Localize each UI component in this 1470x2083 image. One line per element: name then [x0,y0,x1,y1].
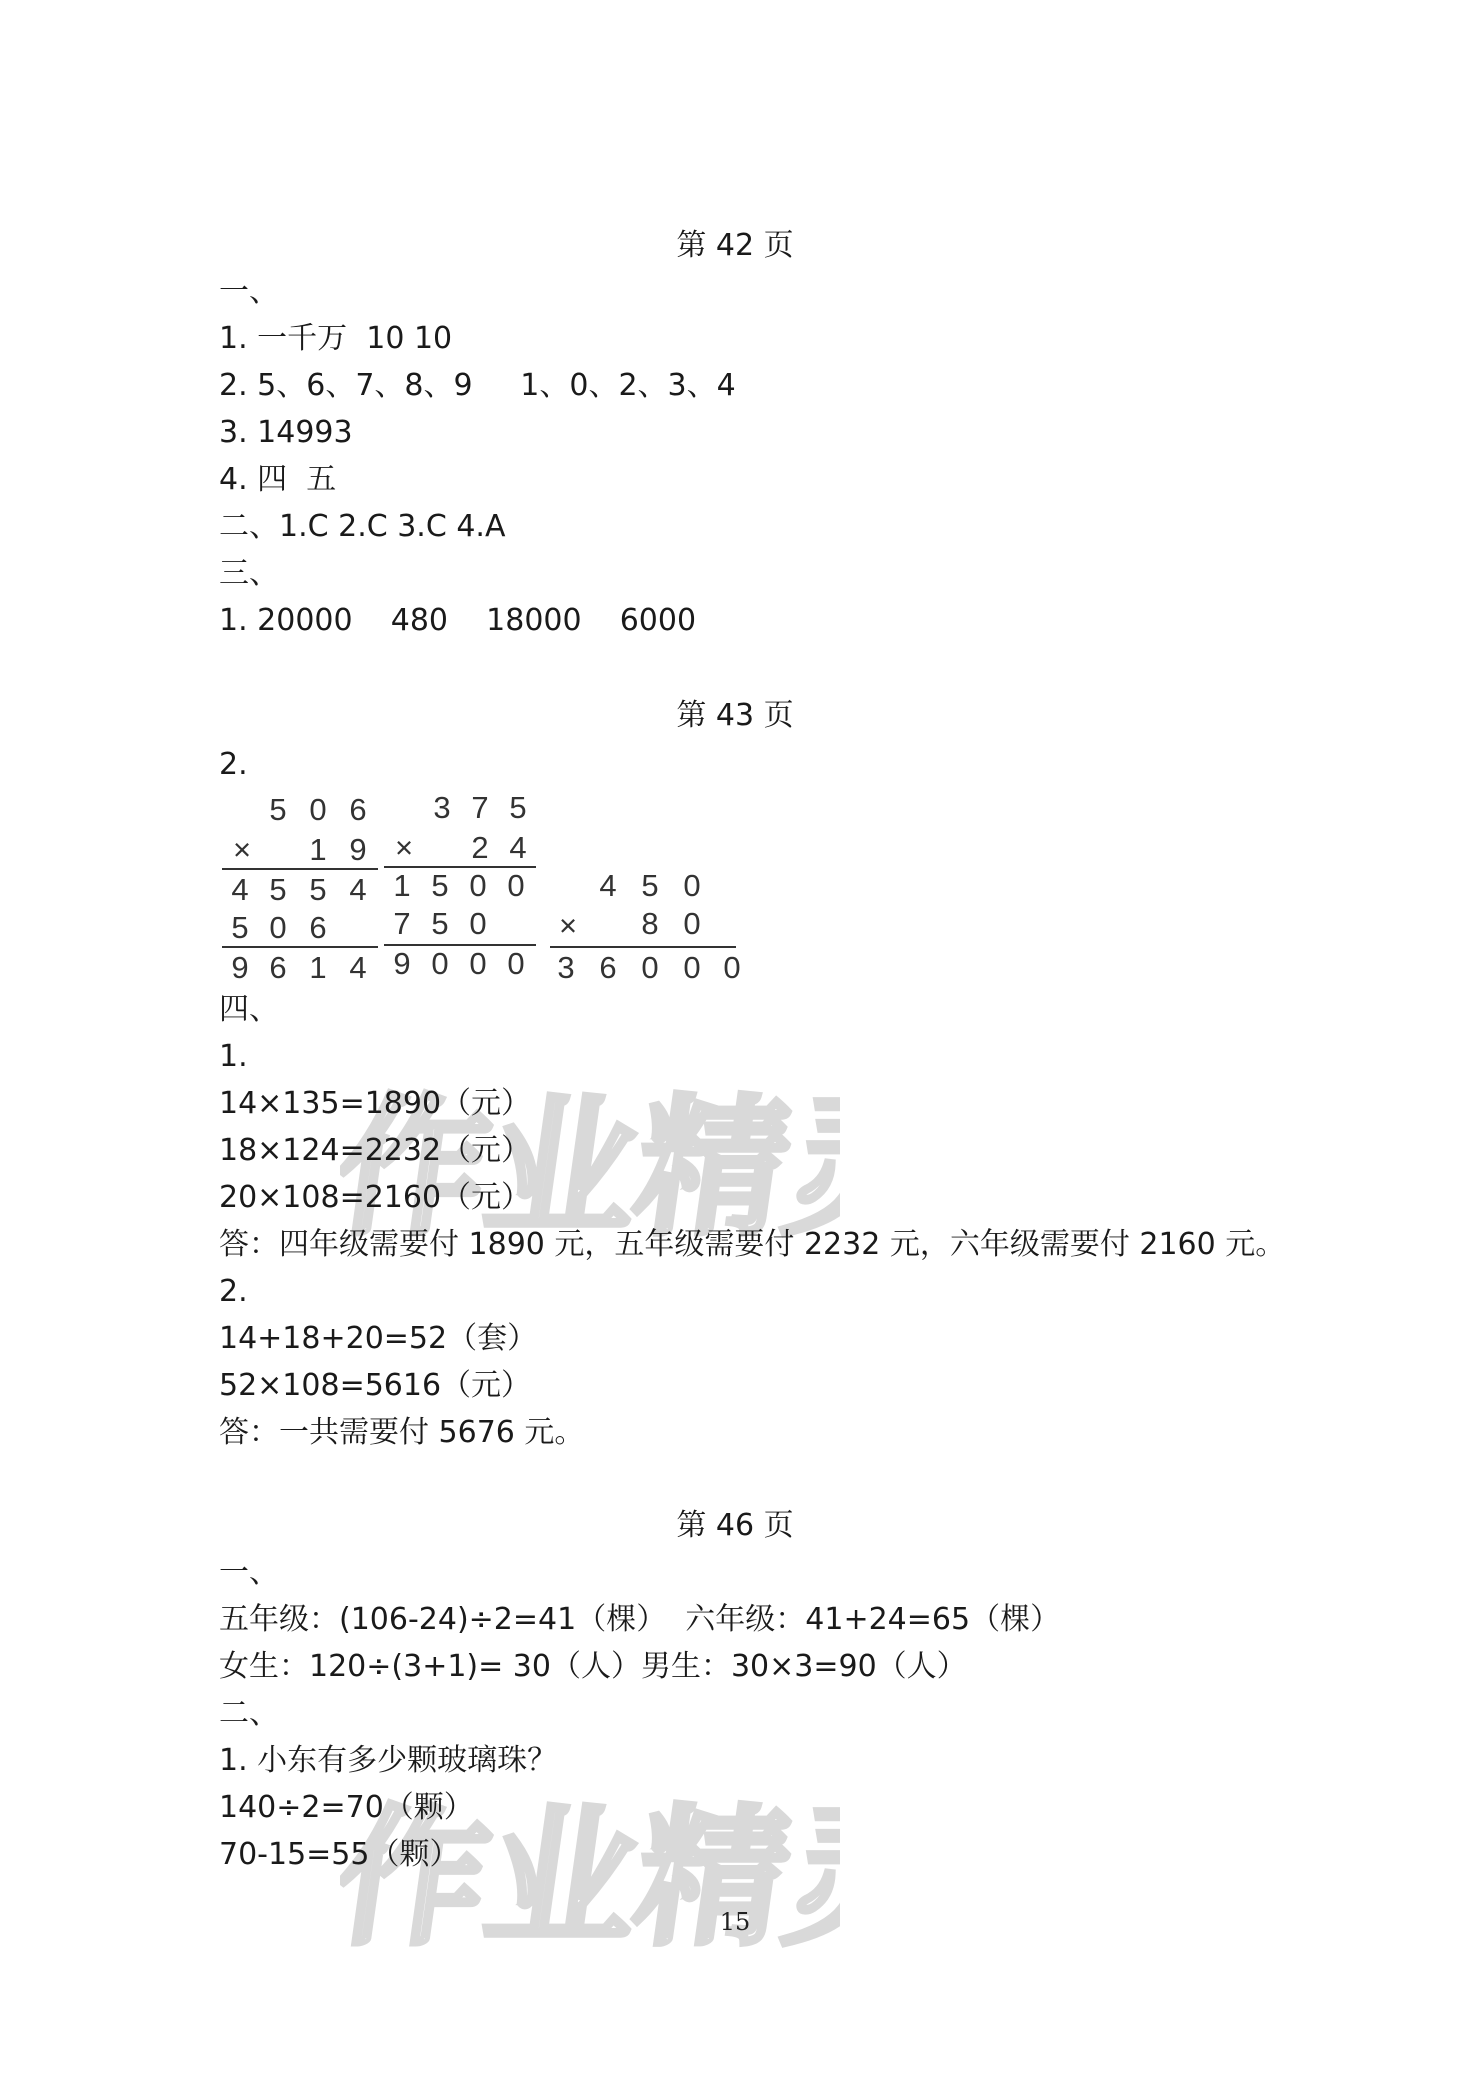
calc-c-digit: 0 [683,868,701,903]
page43-item-label: 2. [219,747,248,782]
page46-line: 140÷2=70（颗） [219,1790,474,1825]
watermark-upper-text: 作业精灵 [340,1080,840,1250]
calc-a-digit: 1 [309,832,327,867]
calc-c-digit: 0 [723,950,741,985]
calc-b-digit: 1 [393,868,411,903]
page43-line: 1. [219,1039,248,1074]
calc-a-digit: 1 [309,950,327,985]
calc-b-digit: 5 [431,906,449,941]
calc-a-digit: 0 [269,910,287,945]
page42-heading: 第 42 页 [676,228,794,263]
calc-b-digit: 0 [469,868,487,903]
calc-b-digit: 2 [471,830,489,865]
calc-b-digit: 5 [431,868,449,903]
calc-a-digit: 9 [349,832,367,867]
page43-line: 18×124=2232（元） [219,1133,532,1168]
page42-line: 4. 四 五 [219,462,337,497]
calc-c-digit: 8 [641,906,659,941]
page42-line: 一、 [219,274,279,309]
calc-c-digit: 3 [557,950,575,985]
calc-a-sign: × [232,832,252,867]
calc-c-digit: 6 [599,950,617,985]
watermark-lower-text: 作业精灵 [340,1790,840,1960]
page43-line: 20×108=2160（元） [219,1180,532,1215]
page42-line: 二、1.C 2.C 3.C 4.A [219,509,506,544]
calc-c-digit: 0 [641,950,659,985]
calc-a-digit: 6 [309,910,327,945]
calc-b-digit: 4 [509,830,527,865]
calc-a-digit: 5 [269,792,287,827]
calc-a-digit: 5 [309,872,327,907]
page42-line: 1. 一千万 10 10 [219,321,453,356]
calc-b-sign: × [394,830,414,865]
calc-a-digit: 6 [269,950,287,985]
calc-b-digit: 0 [507,946,525,981]
calc-b-digit: 5 [509,790,527,825]
calc-a-digit: 5 [269,872,287,907]
calc-b-digit: 0 [507,868,525,903]
calc-a-rule [222,868,378,870]
page42-line: 1. 20000 480 18000 6000 [219,603,697,638]
page46-line: 一、 [219,1555,279,1590]
page43-line: 14×135=1890（元） [219,1086,532,1121]
page43-line: 52×108=5616（元） [219,1368,532,1403]
calc-b-digit: 7 [471,790,489,825]
page46-heading: 第 46 页 [676,1508,794,1543]
calc-a-digit: 6 [349,792,367,827]
calc-c-digit: 0 [683,906,701,941]
calc-b-digit: 9 [393,946,411,981]
page42-line: 三、 [219,556,279,591]
calc-c-digit: 4 [599,868,617,903]
page46-line: 70-15=55（颗） [219,1837,460,1872]
calc-b-digit: 0 [431,946,449,981]
calc-b-digit: 0 [469,906,487,941]
calc-a-rule [222,946,378,948]
page46-line: 女生：120÷(3+1)= 30（人）男生：30×3=90（人） [219,1649,967,1684]
calc-a-digit: 9 [231,950,249,985]
page42-line: 3. 14993 [219,415,353,450]
page43-line: 答：一共需要付 5676 元。 [219,1415,585,1450]
page-number: 15 [719,1908,751,1936]
calc-a-digit: 0 [309,792,327,827]
calc-c-digit: 0 [683,950,701,985]
calc-b-digit: 7 [393,906,411,941]
page46-line: 五年级：(106-24)÷2=41（棵） 六年级：41+24=65（棵） [219,1602,1061,1637]
page43-heading: 第 43 页 [676,698,794,733]
page43-line: 14+18+20=52（套） [219,1321,538,1356]
page43-line: 答：四年级需要付 1890 元，五年级需要付 2232 元，六年级需要付 2160 元。 [219,1227,1286,1262]
calc-c-sign: × [558,908,578,943]
calc-a-digit: 4 [349,950,367,985]
page43-line: 四、 [219,992,279,1027]
calc-a-digit: 4 [349,872,367,907]
calc-c-rule [550,946,736,948]
calc-a-digit: 5 [231,910,249,945]
page43-line: 2. [219,1274,248,1309]
page42-line: 2. 5、6、7、8、9 1、0、2、3、4 [219,368,736,403]
calc-b-digit: 0 [469,946,487,981]
page46-line: 二、 [219,1696,279,1731]
page46-line: 1. 小东有多少颗玻璃珠？ [219,1743,558,1778]
calc-b-digit: 3 [433,790,451,825]
calc-c-digit: 5 [641,868,659,903]
calc-a-digit: 4 [231,872,249,907]
